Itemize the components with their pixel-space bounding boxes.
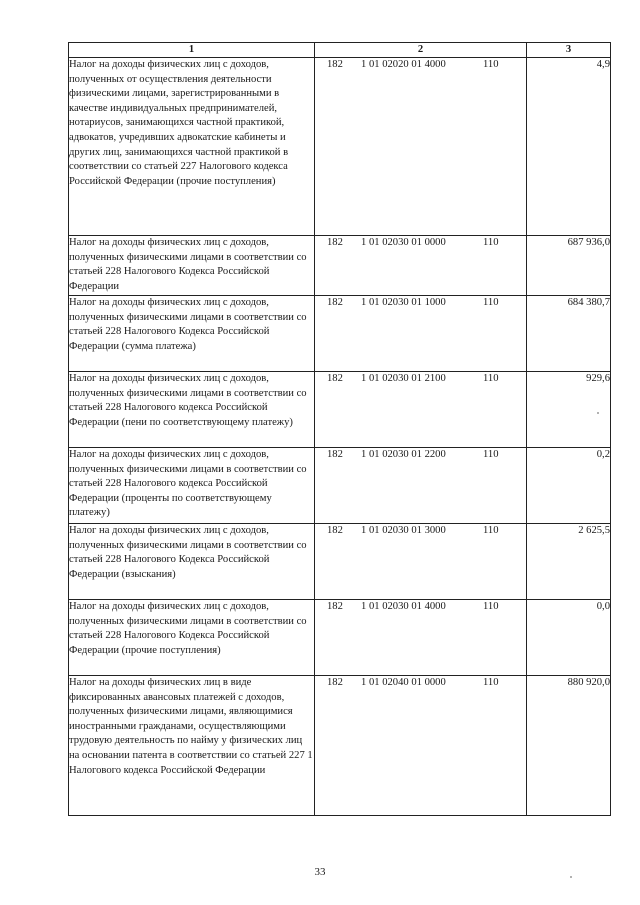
row-name: Налог на доходы физических лиц с доходов, полученных физическими лицами в соответствии со статьей 228 Налогового Кодекса Российской Федерации xyxy=(69,236,315,296)
row-name: Налог на доходы физических лиц с доходов, полученных физическими лицами в соответствии со статьей 228 Налогового кодекса Российской Федерации (пени по соответствующему платежу) xyxy=(69,372,315,448)
kosgu-code: 110 xyxy=(483,677,499,688)
admin-code: 182 xyxy=(327,449,343,460)
header-col-1: 1 xyxy=(69,43,315,58)
row-name: Налог на доходы физических лиц с доходов, полученных физическими лицами в соответствии со статьей 228 Налогового Кодекса Российской Федерации (прочие поступления) xyxy=(69,600,315,676)
table-row xyxy=(69,448,611,524)
row-value: 4,9 xyxy=(527,58,611,236)
kosgu-code: 110 xyxy=(483,601,499,612)
budget-classification-code: 1 01 02020 01 4000 xyxy=(361,59,446,70)
kosgu-code: 110 xyxy=(483,297,499,308)
row-value: 687 936,0 xyxy=(527,236,611,296)
row-code xyxy=(315,372,527,448)
kosgu-code: 110 xyxy=(483,525,499,536)
budget-classification-code: 1 01 02030 01 2100 xyxy=(361,373,446,384)
table-row xyxy=(69,296,611,372)
kosgu-code: 110 xyxy=(483,237,499,248)
row-value: 684 380,7 xyxy=(527,296,611,372)
row-code xyxy=(315,448,527,524)
revenue-table xyxy=(68,42,611,816)
budget-classification-code: 1 01 02030 01 4000 xyxy=(361,601,446,612)
row-value: 880 920,0 xyxy=(527,676,611,816)
admin-code: 182 xyxy=(327,525,343,536)
row-code xyxy=(315,236,527,296)
kosgu-code: 110 xyxy=(483,449,499,460)
admin-code: 182 xyxy=(327,601,343,612)
row-value: 0,0 xyxy=(527,600,611,676)
table-row xyxy=(69,236,611,296)
kosgu-code: 110 xyxy=(483,59,499,70)
admin-code: 182 xyxy=(327,59,343,70)
admin-code: 182 xyxy=(327,677,343,688)
budget-classification-code: 1 01 02030 01 2200 xyxy=(361,449,446,460)
row-code xyxy=(315,58,527,236)
budget-classification-code: 1 01 02030 01 1000 xyxy=(361,297,446,308)
table-row xyxy=(69,524,611,600)
row-value: 2 625,5 xyxy=(527,524,611,600)
row-name: Налог на доходы физических лиц с доходов, полученных физическими лицами в соответствии со статьей 228 Налогового Кодекса Российской Федерации (сумма платежа) xyxy=(69,296,315,372)
budget-classification-code: 1 01 02040 01 0000 xyxy=(361,677,446,688)
table-header-row xyxy=(69,43,611,58)
scan-speck xyxy=(597,412,599,414)
admin-code: 182 xyxy=(327,297,343,308)
row-name: Налог на доходы физических лиц с доходов, полученных физическими лицами в соответствии со статьей 228 Налогового кодекса Российской Федерации (проценты по соответствующему платежу) xyxy=(69,448,315,524)
table-row xyxy=(69,372,611,448)
row-code xyxy=(315,600,527,676)
row-code xyxy=(315,676,527,816)
row-name: Налог на доходы физических лиц с доходов, полученных физическими лицами в соответствии со статьей 228 Налогового Кодекса Российской Федерации (взыскания) xyxy=(69,524,315,600)
header-col-2: 2 xyxy=(315,43,527,58)
header-col-3: 3 xyxy=(527,43,611,58)
row-value: 929,6 xyxy=(527,372,611,448)
kosgu-code: 110 xyxy=(483,373,499,384)
table-row xyxy=(69,58,611,236)
budget-classification-code: 1 01 02030 01 0000 xyxy=(361,237,446,248)
row-code xyxy=(315,524,527,600)
row-name: Налог на доходы физических лиц с доходов, полученных от осуществления деятельности физическими лицами, зарегистрированными в качестве индивидуальных предпринимателей, нотариусов, занимающихся частной практикой, адвокатов, учредивших адвокатские кабинеты и других лиц, занимающихся частной практикой в соответствии со статьей 227 Налогового кодекса Российской Федерации (прочие поступления) xyxy=(69,58,315,236)
page-number: 33 xyxy=(314,866,326,878)
row-value: 0,2 xyxy=(527,448,611,524)
table-row xyxy=(69,600,611,676)
admin-code: 182 xyxy=(327,373,343,384)
row-code xyxy=(315,296,527,372)
budget-classification-code: 1 01 02030 01 3000 xyxy=(361,525,446,536)
row-name: Налог на доходы физических лиц в виде фиксированных авансовых платежей с доходов, полученных физическими лицами, являющимися иностранными гражданами, осуществляющими трудовую деятельность по найму у физических лиц на основании патента в соответствии со статьей 227 1 Налогового кодекса Российской Федерации xyxy=(69,676,315,816)
table-row xyxy=(69,676,611,816)
admin-code: 182 xyxy=(327,237,343,248)
